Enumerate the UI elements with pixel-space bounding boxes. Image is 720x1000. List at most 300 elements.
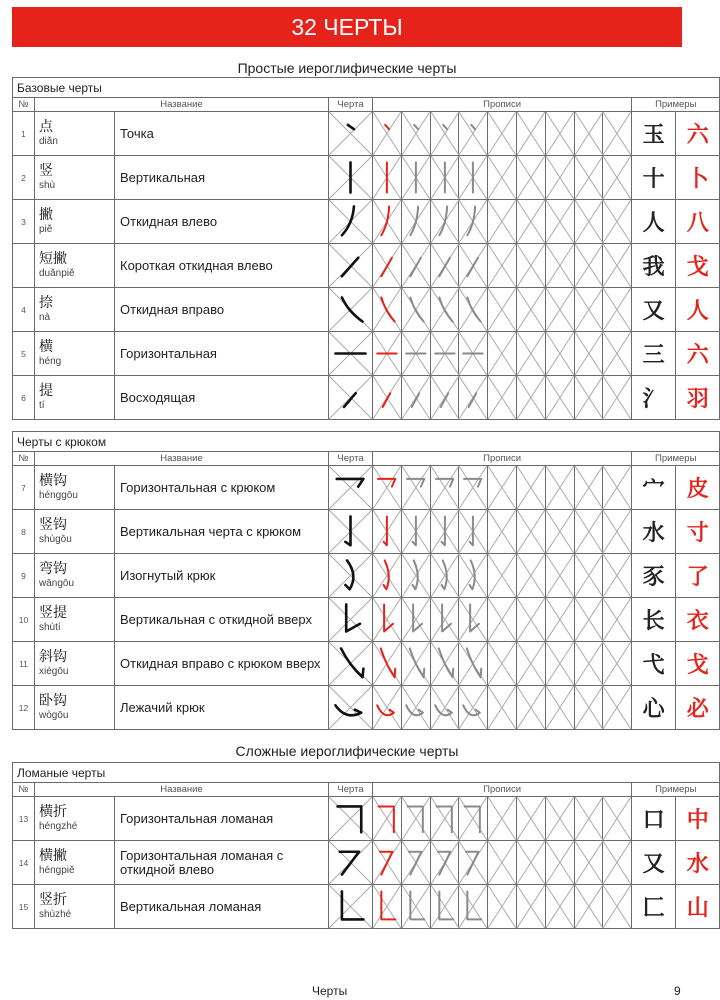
stroke-hanzi: 斜钩 — [39, 649, 67, 665]
practice-cell[interactable] — [574, 841, 603, 885]
practice-cell[interactable] — [603, 797, 632, 841]
group-title: Ломаные черты — [13, 763, 720, 783]
stroke-row — [13, 598, 720, 642]
practice-cell[interactable] — [401, 288, 430, 332]
practice-cell[interactable] — [488, 598, 517, 642]
practice-cell[interactable] — [603, 686, 632, 730]
example-char-2: 山 — [676, 885, 720, 929]
stroke-pinyin: xiégōu — [39, 666, 69, 677]
stroke-sample — [329, 885, 373, 929]
practice-cell[interactable] — [373, 598, 402, 642]
practice-cell[interactable] — [430, 244, 459, 288]
example-char-2: 六 — [676, 332, 720, 376]
practice-cell[interactable] — [430, 156, 459, 200]
col-examples-header: Примеры — [632, 452, 720, 466]
practice-cell[interactable] — [459, 841, 488, 885]
practice-cell[interactable] — [430, 598, 459, 642]
page-number: 9 — [674, 984, 681, 998]
practice-cell[interactable] — [401, 510, 430, 554]
practice-cell[interactable] — [430, 642, 459, 686]
practice-cell[interactable] — [430, 841, 459, 885]
practice-cell[interactable] — [488, 554, 517, 598]
practice-cell[interactable] — [430, 510, 459, 554]
stroke-pinyin: hénggōu — [39, 490, 78, 501]
stroke-row — [13, 885, 720, 929]
stroke-name: Горизонтальная ломаная с откидной влево — [115, 841, 329, 885]
stroke-pinyin: wāngōu — [39, 578, 75, 589]
practice-cell[interactable] — [459, 244, 488, 288]
stroke-hanzi-cell — [35, 244, 115, 288]
practice-cell[interactable] — [545, 598, 574, 642]
row-number: 9 — [13, 554, 35, 598]
practice-cell[interactable] — [373, 156, 402, 200]
stroke-hanzi: 竖钩 — [39, 517, 67, 533]
example-char-1: 弋 — [632, 642, 676, 686]
stroke-hanzi-cell — [35, 200, 115, 244]
practice-cell[interactable] — [545, 156, 574, 200]
stroke-row — [13, 841, 720, 885]
stroke-name: Откидная вправо с крюком вверх — [115, 642, 329, 686]
example-char-1: 我 — [632, 244, 676, 288]
practice-cell[interactable] — [430, 686, 459, 730]
stroke-name: Откидная вправо — [115, 288, 329, 332]
practice-cell[interactable] — [401, 885, 430, 929]
practice-cell[interactable] — [401, 112, 430, 156]
stroke-sample — [329, 288, 373, 332]
stroke-pinyin: héng — [39, 356, 62, 367]
practice-cell[interactable] — [373, 554, 402, 598]
practice-cell[interactable] — [516, 885, 545, 929]
stroke-hanzi: 横 — [39, 339, 53, 355]
practice-cell[interactable] — [488, 841, 517, 885]
practice-cell[interactable] — [516, 332, 545, 376]
stroke-row — [13, 642, 720, 686]
stroke-row — [13, 376, 720, 420]
practice-cell[interactable] — [545, 112, 574, 156]
stroke-hanzi-cell — [35, 841, 115, 885]
stroke-sample — [329, 466, 373, 510]
practice-cell[interactable] — [603, 244, 632, 288]
stroke-name: Вертикальная ломаная — [115, 885, 329, 929]
practice-cell[interactable] — [545, 376, 574, 420]
practice-cell[interactable] — [545, 244, 574, 288]
stroke-pinyin: héngpiě — [39, 865, 75, 876]
practice-cell[interactable] — [603, 885, 632, 929]
practice-cell[interactable] — [488, 156, 517, 200]
practice-cell[interactable] — [401, 598, 430, 642]
practice-cell[interactable] — [401, 554, 430, 598]
practice-cell[interactable] — [545, 841, 574, 885]
practice-cell[interactable] — [574, 244, 603, 288]
practice-cell[interactable] — [488, 797, 517, 841]
stroke-name: Точка — [115, 112, 329, 156]
stroke-hanzi: 横钩 — [39, 473, 67, 489]
row-number: 11 — [13, 642, 35, 686]
col-practice-header: Прописи — [373, 452, 632, 466]
stroke-pinyin: shù — [39, 180, 56, 191]
example-char-2: 皮 — [676, 466, 720, 510]
col-num-header: № — [13, 783, 35, 797]
practice-cell[interactable] — [545, 510, 574, 554]
row-number: 13 — [13, 797, 35, 841]
section-title-simple: Простые иероглифические черты — [237, 60, 457, 76]
stroke-hanzi-cell — [35, 466, 115, 510]
practice-cell[interactable] — [459, 156, 488, 200]
practice-cell[interactable] — [459, 112, 488, 156]
practice-cell[interactable] — [574, 288, 603, 332]
example-char-2: 八 — [676, 200, 720, 244]
practice-cell[interactable] — [430, 797, 459, 841]
stroke-hanzi: 横折 — [39, 804, 67, 820]
practice-cell[interactable] — [401, 686, 430, 730]
stroke-hanzi: 短撇 — [39, 251, 67, 267]
practice-cell[interactable] — [401, 642, 430, 686]
practice-cell[interactable] — [430, 288, 459, 332]
stroke-hanzi-cell — [35, 156, 115, 200]
row-number: 5 — [13, 332, 35, 376]
stroke-pinyin: duǎnpiě — [39, 268, 75, 279]
row-number: 1 — [13, 112, 35, 156]
stroke-name: Откидная влево — [115, 200, 329, 244]
footer-section: Черты — [312, 984, 348, 998]
practice-cell[interactable] — [401, 200, 430, 244]
practice-cell[interactable] — [373, 642, 402, 686]
example-char-2: 戈 — [676, 244, 720, 288]
example-char-1: 十 — [632, 156, 676, 200]
practice-cell[interactable] — [603, 510, 632, 554]
practice-cell[interactable] — [430, 112, 459, 156]
practice-cell[interactable] — [545, 200, 574, 244]
row-number: 14 — [13, 841, 35, 885]
practice-cell[interactable] — [545, 554, 574, 598]
practice-cell[interactable] — [574, 554, 603, 598]
practice-cell[interactable] — [373, 466, 402, 510]
stroke-hanzi-cell — [35, 598, 115, 642]
example-char-2: 羽 — [676, 376, 720, 420]
col-name-header: Название — [35, 98, 329, 112]
practice-cell[interactable] — [574, 200, 603, 244]
practice-cell[interactable] — [545, 797, 574, 841]
stroke-hanzi: 卧钩 — [39, 693, 67, 709]
group-title: Черты с крюком — [13, 432, 720, 452]
practice-cell[interactable] — [603, 554, 632, 598]
practice-cell[interactable] — [516, 686, 545, 730]
col-stroke-header: Черта — [329, 783, 373, 797]
practice-cell[interactable] — [516, 156, 545, 200]
example-char-1: 人 — [632, 200, 676, 244]
practice-cell[interactable] — [373, 332, 402, 376]
practice-cell[interactable] — [401, 841, 430, 885]
stroke-row — [13, 510, 720, 554]
stroke-hanzi: 点 — [39, 119, 53, 135]
practice-cell[interactable] — [516, 200, 545, 244]
practice-cell[interactable] — [488, 288, 517, 332]
stroke-hanzi-cell — [35, 112, 115, 156]
practice-cell[interactable] — [516, 112, 545, 156]
practice-cell[interactable] — [574, 797, 603, 841]
stroke-sample — [329, 244, 373, 288]
practice-cell[interactable] — [430, 885, 459, 929]
stroke-pinyin: shùzhé — [39, 909, 72, 920]
stroke-hanzi: 横撇 — [39, 848, 67, 864]
row-number: 2 — [13, 156, 35, 200]
row-number: 10 — [13, 598, 35, 642]
practice-cell[interactable] — [459, 332, 488, 376]
col-name-header: Название — [35, 783, 329, 797]
practice-cell[interactable] — [488, 885, 517, 929]
col-examples-header: Примеры — [632, 783, 720, 797]
practice-cell[interactable] — [574, 112, 603, 156]
practice-cell[interactable] — [516, 598, 545, 642]
stroke-name: Горизонтальная ломаная — [115, 797, 329, 841]
col-name-header: Название — [35, 452, 329, 466]
stroke-hanzi-cell — [35, 510, 115, 554]
page-title: 32 ЧЕРТЫ — [12, 7, 682, 47]
practice-cell[interactable] — [545, 885, 574, 929]
stroke-hanzi-cell — [35, 376, 115, 420]
stroke-sample — [329, 376, 373, 420]
practice-cell[interactable] — [603, 642, 632, 686]
practice-cell[interactable] — [459, 598, 488, 642]
practice-cell[interactable] — [516, 797, 545, 841]
row-number: 15 — [13, 885, 35, 929]
practice-cell[interactable] — [401, 376, 430, 420]
practice-cell[interactable] — [516, 288, 545, 332]
stroke-row — [13, 112, 720, 156]
practice-cell[interactable] — [603, 466, 632, 510]
section-title-complex: Сложные иероглифические черты — [235, 743, 459, 759]
practice-cell[interactable] — [574, 156, 603, 200]
col-num-header: № — [13, 98, 35, 112]
practice-cell[interactable] — [430, 332, 459, 376]
practice-cell[interactable] — [603, 156, 632, 200]
practice-cell[interactable] — [459, 885, 488, 929]
example-char-2: 人 — [676, 288, 720, 332]
stroke-row — [13, 156, 720, 200]
table-basic-strokes — [12, 77, 720, 420]
stroke-row — [13, 554, 720, 598]
col-stroke-header: Черта — [329, 452, 373, 466]
practice-cell[interactable] — [373, 686, 402, 730]
practice-cell[interactable] — [459, 797, 488, 841]
row-number: 6 — [13, 376, 35, 420]
stroke-pinyin: piě — [39, 224, 53, 235]
row-number: 12 — [13, 686, 35, 730]
example-char-1: 口 — [632, 797, 676, 841]
practice-cell[interactable] — [459, 686, 488, 730]
practice-cell[interactable] — [516, 554, 545, 598]
example-char-1: 长 — [632, 598, 676, 642]
stroke-name: Лежачий крюк — [115, 686, 329, 730]
practice-cell[interactable] — [459, 554, 488, 598]
stroke-hanzi-cell — [35, 288, 115, 332]
practice-cell[interactable] — [574, 642, 603, 686]
practice-cell[interactable] — [545, 332, 574, 376]
row-number: 3 — [13, 200, 35, 244]
stroke-pinyin: shùtí — [39, 622, 61, 633]
example-char-1: 氵 — [632, 376, 676, 420]
example-char-2: 中 — [676, 797, 720, 841]
practice-cell[interactable] — [516, 466, 545, 510]
example-char-1: 三 — [632, 332, 676, 376]
stroke-sample — [329, 554, 373, 598]
practice-cell[interactable] — [545, 288, 574, 332]
stroke-sample — [329, 841, 373, 885]
practice-cell[interactable] — [603, 841, 632, 885]
practice-cell[interactable] — [603, 332, 632, 376]
practice-cell[interactable] — [459, 510, 488, 554]
practice-cell[interactable] — [430, 466, 459, 510]
practice-cell[interactable] — [516, 841, 545, 885]
table-hook-strokes — [12, 431, 720, 730]
example-char-2: 衣 — [676, 598, 720, 642]
stroke-hanzi-cell — [35, 885, 115, 929]
stroke-pinyin: shùgōu — [39, 534, 72, 545]
practice-cell[interactable] — [488, 332, 517, 376]
practice-cell[interactable] — [516, 642, 545, 686]
stroke-name: Горизонтальная с крюком — [115, 466, 329, 510]
example-char-1: 心 — [632, 686, 676, 730]
practice-cell[interactable] — [488, 686, 517, 730]
row-number: 4 — [13, 288, 35, 332]
practice-cell[interactable] — [516, 376, 545, 420]
practice-cell[interactable] — [574, 332, 603, 376]
practice-cell[interactable] — [488, 642, 517, 686]
practice-cell[interactable] — [488, 244, 517, 288]
stroke-sample — [329, 598, 373, 642]
practice-cell[interactable] — [459, 288, 488, 332]
practice-cell[interactable] — [574, 510, 603, 554]
stroke-hanzi: 竖提 — [39, 605, 67, 621]
example-char-1: 玉 — [632, 112, 676, 156]
practice-cell[interactable] — [430, 376, 459, 420]
practice-cell[interactable] — [574, 466, 603, 510]
stroke-pinyin: nà — [39, 312, 51, 323]
stroke-name: Изогнутый крюк — [115, 554, 329, 598]
stroke-hanzi: 竖 — [39, 163, 53, 179]
practice-cell[interactable] — [574, 885, 603, 929]
practice-cell[interactable] — [488, 112, 517, 156]
practice-cell[interactable] — [373, 244, 402, 288]
practice-cell[interactable] — [401, 466, 430, 510]
practice-cell[interactable] — [373, 885, 402, 929]
practice-cell[interactable] — [488, 510, 517, 554]
stroke-hanzi: 竖折 — [39, 892, 67, 908]
stroke-row — [13, 332, 720, 376]
stroke-name: Короткая откидная влево — [115, 244, 329, 288]
practice-cell[interactable] — [545, 642, 574, 686]
practice-cell[interactable] — [574, 376, 603, 420]
example-char-2: 了 — [676, 554, 720, 598]
stroke-row — [13, 288, 720, 332]
stroke-pinyin: wògōu — [39, 710, 69, 721]
row-number — [13, 244, 35, 288]
stroke-hanzi-cell — [35, 686, 115, 730]
practice-cell[interactable] — [459, 642, 488, 686]
practice-cell[interactable] — [603, 200, 632, 244]
example-char-1: 匚 — [632, 885, 676, 929]
stroke-name: Вертикальная с откидной вверх — [115, 598, 329, 642]
practice-cell[interactable] — [430, 554, 459, 598]
practice-cell[interactable] — [488, 466, 517, 510]
stroke-name: Горизонтальная — [115, 332, 329, 376]
stroke-row — [13, 200, 720, 244]
practice-cell[interactable] — [401, 797, 430, 841]
example-char-2: 戈 — [676, 642, 720, 686]
row-number: 7 — [13, 466, 35, 510]
practice-cell[interactable] — [373, 797, 402, 841]
stroke-row — [13, 244, 720, 288]
col-stroke-header: Черта — [329, 98, 373, 112]
practice-cell[interactable] — [545, 686, 574, 730]
practice-cell[interactable] — [401, 244, 430, 288]
stroke-sample — [329, 642, 373, 686]
stroke-pinyin: diǎn — [39, 136, 58, 147]
example-char-1: 又 — [632, 841, 676, 885]
practice-cell[interactable] — [373, 200, 402, 244]
stroke-hanzi-cell — [35, 554, 115, 598]
stroke-row — [13, 797, 720, 841]
practice-cell[interactable] — [545, 466, 574, 510]
example-char-2: 必 — [676, 686, 720, 730]
practice-cell[interactable] — [459, 376, 488, 420]
stroke-name: Восходящая — [115, 376, 329, 420]
stroke-hanzi-cell — [35, 332, 115, 376]
col-practice-header: Прописи — [373, 783, 632, 797]
example-char-2: 寸 — [676, 510, 720, 554]
stroke-hanzi-cell — [35, 797, 115, 841]
col-examples-header: Примеры — [632, 98, 720, 112]
practice-cell[interactable] — [373, 841, 402, 885]
example-char-1: 又 — [632, 288, 676, 332]
practice-cell[interactable] — [373, 112, 402, 156]
stroke-hanzi-cell — [35, 642, 115, 686]
practice-cell[interactable] — [574, 598, 603, 642]
practice-cell[interactable] — [401, 332, 430, 376]
practice-cell[interactable] — [516, 244, 545, 288]
stroke-row — [13, 466, 720, 510]
stroke-hanzi: 弯钩 — [39, 561, 67, 577]
stroke-row — [13, 686, 720, 730]
table-broken-strokes — [12, 762, 720, 929]
stroke-hanzi: 捺 — [39, 295, 53, 311]
practice-cell[interactable] — [373, 376, 402, 420]
practice-cell[interactable] — [603, 288, 632, 332]
example-char-1: 宀 — [632, 466, 676, 510]
col-num-header: № — [13, 452, 35, 466]
stroke-sample — [329, 332, 373, 376]
practice-cell[interactable] — [574, 686, 603, 730]
stroke-pinyin: héngzhé — [39, 821, 78, 832]
practice-cell[interactable] — [488, 200, 517, 244]
practice-cell[interactable] — [373, 510, 402, 554]
stroke-sample — [329, 686, 373, 730]
example-char-2: 水 — [676, 841, 720, 885]
stroke-sample — [329, 112, 373, 156]
practice-cell[interactable] — [401, 156, 430, 200]
practice-cell[interactable] — [488, 376, 517, 420]
practice-cell[interactable] — [603, 112, 632, 156]
practice-cell[interactable] — [459, 200, 488, 244]
practice-cell[interactable] — [603, 376, 632, 420]
practice-cell[interactable] — [516, 510, 545, 554]
practice-cell[interactable] — [603, 598, 632, 642]
practice-cell[interactable] — [430, 200, 459, 244]
col-practice-header: Прописи — [373, 98, 632, 112]
practice-cell[interactable] — [373, 288, 402, 332]
practice-cell[interactable] — [459, 466, 488, 510]
example-char-1: 水 — [632, 510, 676, 554]
